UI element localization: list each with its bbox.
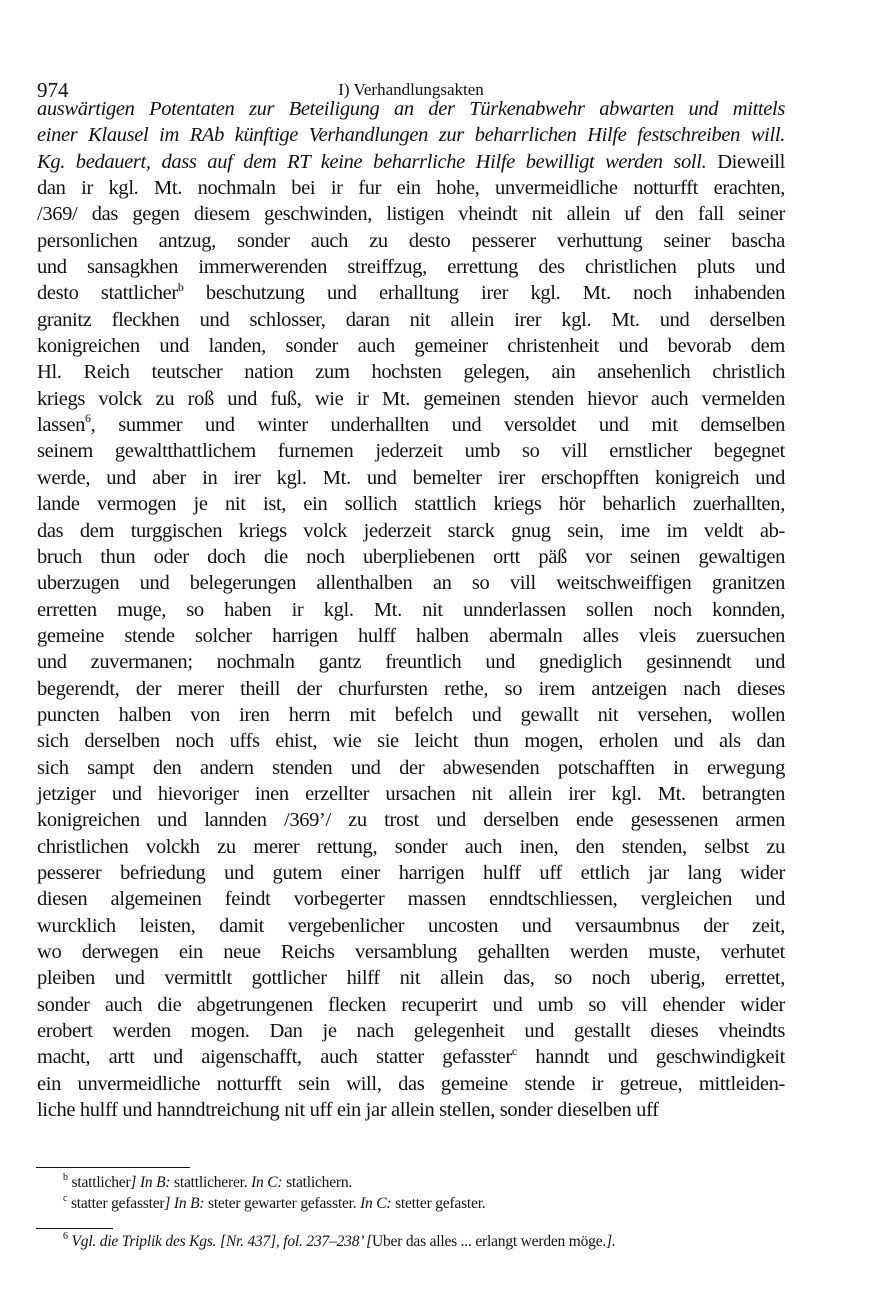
text-run: erobert werden mogen. Dan je nach gelegenheit und gestallt dieses vheindts	[37, 1020, 785, 1043]
italic-text: auswärtigen Potentaten zur Beteiligung an der Türkenabwehr abwarten und mittels	[37, 98, 785, 120]
note-marker: b	[63, 1171, 68, 1183]
text-line	[37, 570, 785, 596]
text-line	[37, 254, 785, 280]
text-run: konigreichen und landen, sonder auch gemeiner christenheit und bevorab dem	[37, 335, 785, 358]
text-line	[37, 1018, 785, 1044]
text-line	[37, 728, 785, 754]
text-run: konigreichen und lannden /369’/ zu trost und derselben ende gesessenen armen	[37, 809, 785, 832]
italic-text: In B:	[170, 1195, 205, 1212]
text-run: werde, und aber in irer kgl. Mt. und bemelter irer erschopfften konigreich und	[37, 466, 785, 489]
text-run: erretten muge, so haben ir kgl. Mt. nit unnderlassen sollen noch konnden,	[37, 598, 785, 621]
text-run: begerendt, der merer theill der churfursten rethe, so irem antzeigen nach dieses	[37, 677, 785, 700]
text-run: sonder auch die abgetrungenen flecken recuperirt und umb so vill ehender wider	[37, 993, 785, 1016]
text-line	[37, 333, 785, 359]
apparatus-note-b	[63, 1171, 353, 1192]
italic-text: ].	[606, 1233, 616, 1250]
text-run: beschutzung und erhalltung irer kgl. Mt. noch inhabenden	[183, 282, 785, 305]
running-head: I) Verhandlungsakten	[338, 80, 484, 99]
text-run: sich derselben noch uffs ehist, wie sie leicht thun mogen, erholen und als dan	[37, 730, 785, 753]
text-run: und zuvermanen; nochmaln gantz freuntlich und gnediglich gesinnendt und	[37, 651, 785, 674]
text-run: hanndt und geschwindigkeit	[516, 1046, 785, 1069]
apparatus-rule	[36, 1167, 190, 1168]
text-run: personlichen antzug, sonder auch zu desto pesserer verhuttung seiner bascha	[37, 229, 785, 252]
text-line	[37, 860, 785, 886]
italic-text: Vgl. die Triplik des Kgs. [Nr. 437], fol. 237–238’ [	[71, 1233, 372, 1250]
text-line	[37, 992, 785, 1018]
text-run: dan ir kgl. Mt. nochmaln bei ir fur ein hohe, unvermeidliche notturfft erachten,	[37, 177, 785, 200]
text-run: liche hulff und hanndtreichung nit uff ein jar allein stellen, sonder dieselben uff	[37, 1099, 659, 1122]
italic-text: In C:	[251, 1174, 283, 1191]
text-run: wurcklich leisten, damit vergebenlicher uncosten und versaumbnus der zeit,	[37, 914, 785, 937]
text-line	[37, 886, 785, 912]
text-run: gemeine stende solcher harrigen hulff halben abermaln alles vleis zuersuchen	[37, 624, 785, 647]
lemma-bracket: ]	[130, 1174, 137, 1191]
text-run: Dieweill	[706, 150, 785, 173]
text-run: macht, artt und aigenschafft, auch statter gefasster	[37, 1046, 512, 1069]
text-run: und sansagkhen immerwerenden streiffzug, errettung des christlichen pluts und	[37, 256, 785, 279]
text-line	[37, 175, 785, 201]
italic-text: In C:	[360, 1195, 392, 1212]
page-number: 974	[37, 78, 69, 102]
text-line	[37, 280, 785, 306]
note-lemma: statter gefasster	[70, 1195, 165, 1212]
text-line	[37, 623, 785, 649]
commentary-note-6	[63, 1230, 616, 1251]
apparatus-note-c	[63, 1192, 486, 1213]
text-line	[37, 201, 785, 227]
italic-text: einer Klausel im RAb künftige Verhandlungen zur beharrlichen Hilfe festschreiben will.	[37, 124, 785, 147]
text-run: /369/ das gegen diesem geschwinden, listigen vheindt nit allein uf den fall seiner	[37, 203, 785, 226]
text-run: kriegs volck zu roß und fuß, wie ir Mt. gemeinen stenden hievor auch vermelden	[37, 387, 785, 410]
text-run: Hl. Reich teutscher nation zum hochsten gelegen, ain ansehenlich christlich	[37, 361, 785, 384]
text-run: stattlicherer.	[170, 1174, 252, 1191]
text-line	[37, 491, 785, 517]
text-line	[37, 649, 785, 675]
text-run: lande vermogen je nit ist, ein sollich stattlich kriegs hör beharlich zuerhallten,	[37, 493, 785, 516]
text-line	[37, 755, 785, 781]
text-line	[37, 676, 785, 702]
lemma-bracket: ]	[164, 1195, 171, 1212]
text-run: ein unvermeidliche notturfft sein will, das gemeine stende ir getreue, mittleiden-	[37, 1072, 785, 1095]
body-text	[37, 96, 785, 1123]
text-run: steter gewarter gefasster.	[204, 1195, 361, 1212]
text-run: uberzugen und belegerungen allenthalben an so vill weitschweiffigen granitzen	[37, 572, 785, 595]
text-line	[37, 597, 785, 623]
text-line	[37, 122, 785, 148]
text-line	[37, 1097, 785, 1123]
note-lemma: stattlicher	[71, 1174, 131, 1191]
text-line	[37, 965, 785, 991]
text-line	[37, 96, 785, 122]
text-line	[37, 518, 785, 544]
text-run: , summer und winter underhallten und versoldet und mit demselben	[90, 414, 785, 437]
text-line	[37, 939, 785, 965]
text-line	[37, 1044, 785, 1070]
text-run: granitz fleckhen und schlosser, daran nit allein irer kgl. Mt. und derselben	[37, 308, 785, 331]
commentary-rule	[36, 1228, 113, 1229]
text-line	[37, 228, 785, 254]
text-run: Uber das alles ... erlangt werden möge.	[372, 1233, 607, 1250]
text-run: christlichen volckh zu merer rettung, sonder auch inen, den stenden, selbst zu	[37, 835, 785, 858]
text-line	[37, 781, 785, 807]
italic-text: In B:	[136, 1174, 171, 1191]
text-line	[37, 1071, 785, 1097]
text-line	[37, 412, 785, 438]
text-line	[37, 913, 785, 939]
text-run: puncten halben von iren herrn mit befelch und gewallt nit versehen, wollen	[37, 703, 785, 726]
text-line	[37, 149, 785, 175]
text-line	[37, 307, 785, 333]
note-marker: 6	[63, 1230, 68, 1242]
text-run: desto stattlicher	[37, 282, 178, 305]
text-run: jetziger und hievoriger inen erzellter ursachen nit allein irer kgl. Mt. betrangten	[37, 782, 785, 805]
footnote-marker[interactable]: 6	[85, 411, 91, 426]
text-run: das dem turggischen kriegs volck jederzeit starck gnug sein, ime im veldt ab-	[37, 519, 785, 542]
text-line	[37, 465, 785, 491]
text-run: statlichern.	[282, 1174, 353, 1191]
text-run: wo derwegen ein neue Reichs versamblung gehallten werden muste, verhutet	[37, 941, 785, 963]
text-line	[37, 438, 785, 464]
text-run: bruch thun oder doch die noch uberpliebenen ortt päß vor seinen gewaltigen	[37, 545, 785, 568]
text-line	[37, 834, 785, 860]
note-marker: c	[63, 1192, 68, 1204]
text-line	[37, 544, 785, 570]
text-run: seinem gewaltthattlichem furnemen jederzeit umb so vill ernstlicher begegnet	[37, 440, 785, 463]
text-run: diesen algemeinen feindt vorbegerter massen enndtschliessen, vergleichen und	[37, 888, 785, 911]
text-line	[37, 807, 785, 833]
footnote-marker[interactable]: c	[511, 1043, 517, 1058]
text-run: pesserer befriedung und gutem einer harrigen hulff uff ettlich jar lang wider	[37, 861, 785, 884]
text-run: lassen	[37, 414, 85, 437]
text-run: stetter gefaster.	[391, 1195, 486, 1212]
text-run: sich sampt den andern stenden und der abwesenden potschafften in erwegung	[37, 756, 785, 779]
italic-text: Kg. bedauert, dass auf dem RT keine beharrliche Hilfe bewilligt werden soll.	[37, 150, 707, 173]
text-run: pleiben und vermittlt gottlicher hilff nit allein das, so noch uberig, errettet,	[37, 967, 785, 990]
footnote-marker[interactable]: b	[177, 279, 184, 294]
text-line	[37, 359, 785, 385]
text-line	[37, 386, 785, 412]
text-line	[37, 702, 785, 728]
